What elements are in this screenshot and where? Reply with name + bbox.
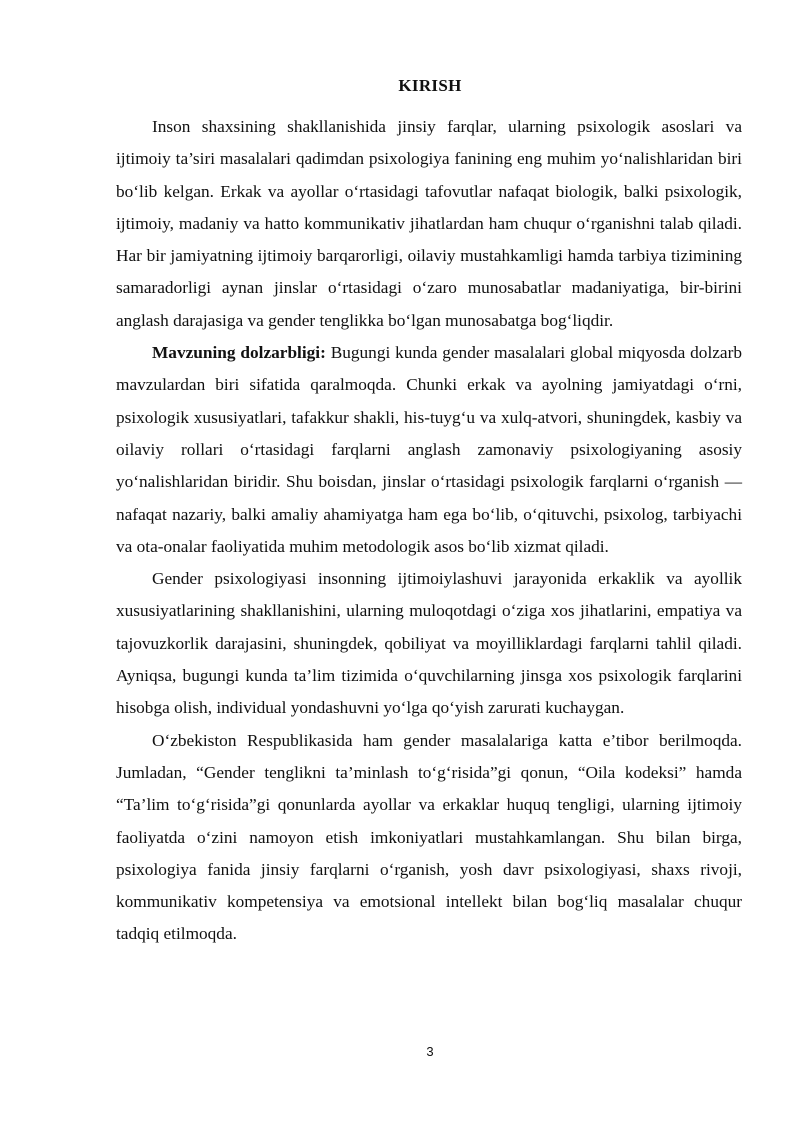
page-title: KIRISH xyxy=(398,76,462,95)
paragraph-text: O‘zbekiston Respublikasida ham gender masalalariga katta e’tibor berilmoqda. Jumladan, “Gender tenglikni ta’minlash to‘g‘risida”gi qonun, “Oila kodeksi” hamda “Ta’lim to‘g‘risida”gi qonunlarda ayollar va erkaklar huquq tengligi, ularning ijtimoiy faoliyatda o‘zini namoyon etish imkoniyatlari mustahkamlangan. Shu bilan birga, psixologiya fanida jinsiy farqlarni o‘rganish, yosh davr psixologiyasi, shaxs rivoji, kommunikativ kompetensiya va emotsional intellekt bilan bog‘liq masalalar chuqur tadqiq etilmoqda. xyxy=(116,730,742,944)
page-number: 3 xyxy=(426,1044,434,1059)
paragraph-relevance xyxy=(116,337,742,563)
paragraph-text: Bugungi kunda gender masalalari global miqyosda dolzarb mavzulardan biri sifatida qaralmoqda. Chunki erkak va ayolning jamiyatdagi o‘rni, psixologik xususiyatlari, tafakkur shakli, his-tuyg‘u va xulq-atvori, shuningdek, kasbiy va oilaviy rollari o‘rtasidagi farqlarni anglash zamonaviy psixologiyaning asosiy yo‘nalishlaridan biridir. Shu boisdan, jinslar o‘rtasidagi psixologik farqlarni o‘rganish — nafaqat nazariy, balki amaliy ahamiyatga ham ega bo‘lib, o‘qituvchi, psixolog, tarbiyachi va ota-onalar faoliyatida muhim metodologik asos bo‘lib xizmat qiladi. xyxy=(116,343,742,556)
paragraph-uzbekistan xyxy=(116,725,742,951)
paragraph-gender-psychology xyxy=(116,563,742,724)
paragraph-text: Gender psixologiyasi insonning ijtimoiylashuvi jarayonida erkaklik va ayollik xususiyatlarining shakllanishini, ularning muloqotdagi o‘ziga xos jihatlarini, empatiya va tajovuzkorlik darajasini, shuningdek, qobiliyat va moyilliklardagi farqlarni tahlil qiladi. Ayniqsa, bugungi kunda ta’lim tizimida o‘quvchilarning jinsga xos psixologik farqlarini hisobga olish, individual yondashuvni yo‘lga qo‘yish zarurati kuchaygan. xyxy=(116,569,742,718)
paragraph-lead-heading: Mavzuning dolzarbligi: xyxy=(152,343,326,363)
body-text xyxy=(116,111,742,951)
paragraph-text: Inson shaxsining shakllanishida jinsiy farqlar, ularning psixologik asoslari va ijtimoiy ta’siri masalalari qadimdan psixologiya fanining eng muhim yo‘nalishlaridan biri bo‘lib kelgan. Erkak va ayollar o‘rtasidagi tafovutlar nafaqat biologik, balki psixologik, ijtimoiy, madaniy va hatto kommunikativ jihatlardan ham chuqur o‘rganishni talab qiladi. Har bir jamiyatning ijtimoiy barqarorligi, oilaviy mustahkamligi hamda tarbiya tizimining samaradorligi aynan jinslar o‘rtasidagi o‘zaro munosabatlar madaniyatiga, bir-birini anglash darajasiga va gender tenglikka bo‘lgan munosabatga bog‘liqdir. xyxy=(116,117,742,330)
paragraph-intro xyxy=(116,111,742,337)
